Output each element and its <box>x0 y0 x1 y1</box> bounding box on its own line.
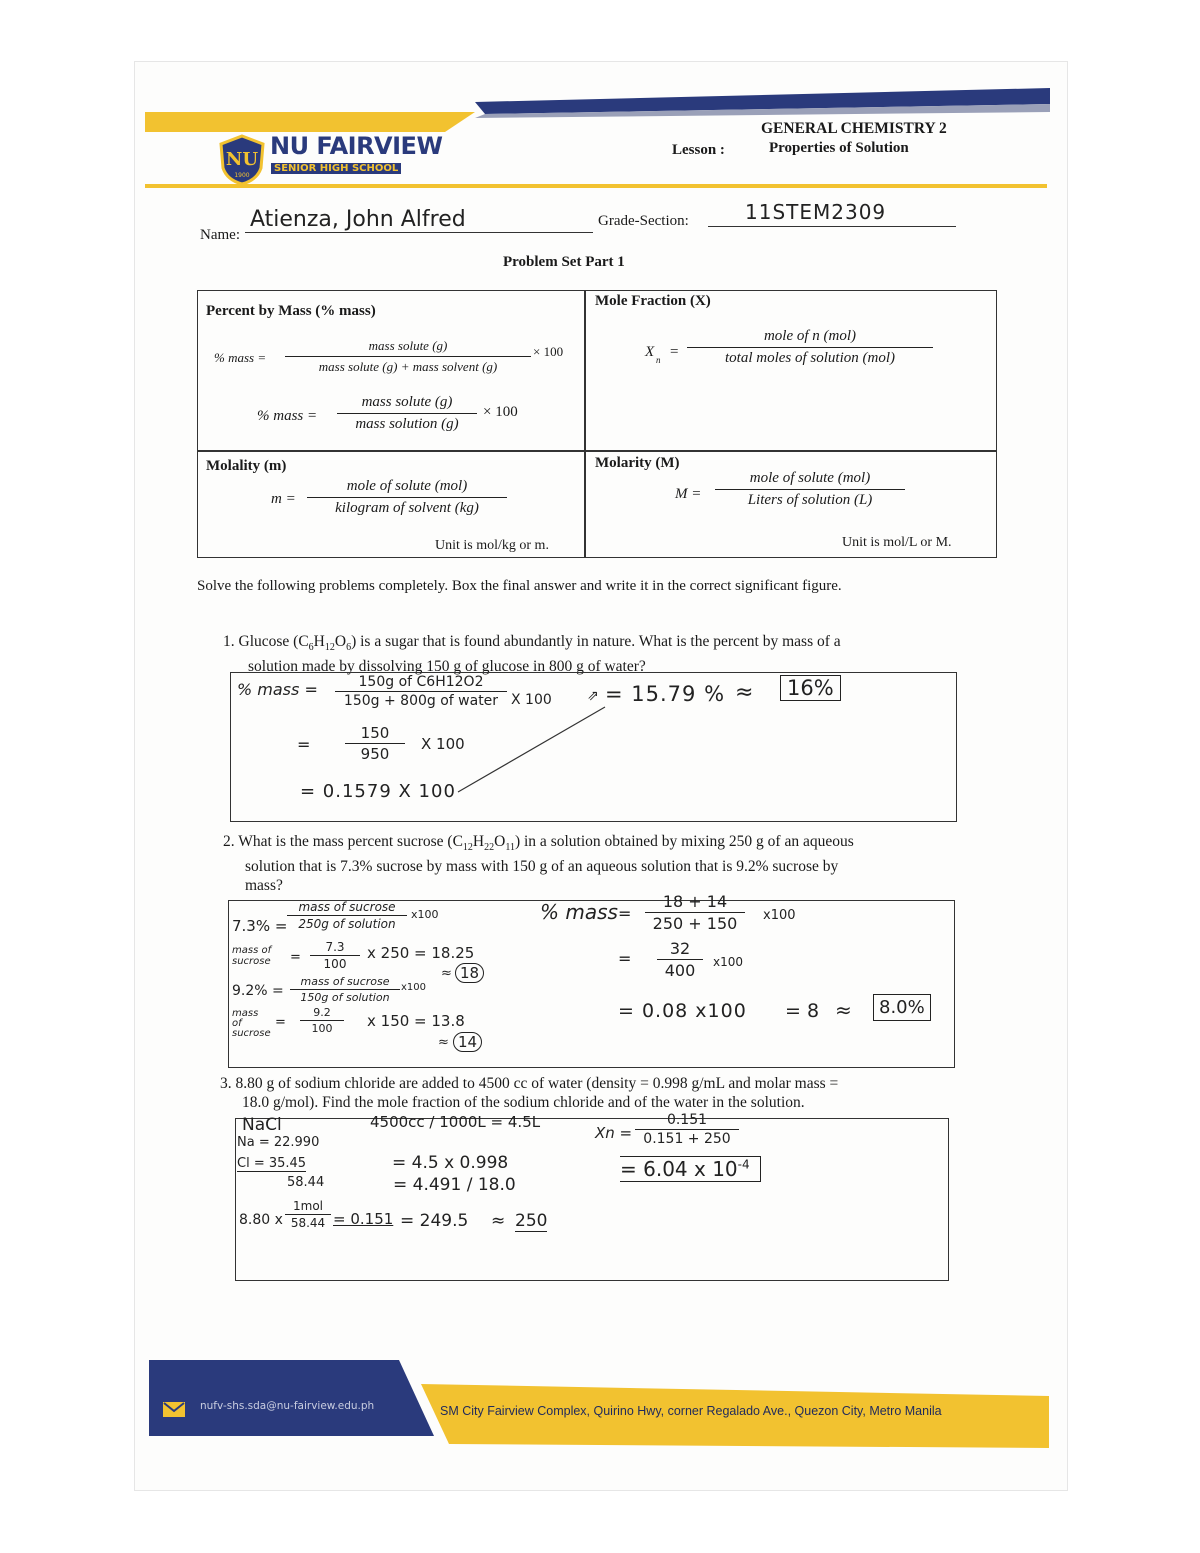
w2-l3-x: x100 <box>401 982 427 993</box>
w2-l4-lhs-a: mass <box>232 1008 259 1019</box>
w2-r-den2: 400 <box>664 961 696 980</box>
name-label: Name: <box>200 227 240 243</box>
w1-eq2: = <box>297 735 311 754</box>
w2-l1-den: 250g of solution <box>298 917 396 931</box>
w2-l2-eq: = <box>290 950 301 965</box>
w3-m-fraction <box>285 1199 331 1230</box>
w3-nacl: NaCl <box>242 1115 282 1135</box>
q2-text-b: ) in a solution obtained by mixing 250 g of an aqueous <box>514 833 854 850</box>
footer-email: nufv-shs.sda@nu-fairview.edu.ph <box>200 1400 375 1412</box>
w3-w2: = 4.491 / 18.0 <box>393 1175 516 1195</box>
w3-m-res: = 0.151 <box>333 1210 394 1228</box>
q2-text-a: What is the mass percent sucrose (C <box>238 833 463 850</box>
ml-lhs: m = <box>271 491 296 507</box>
header-divider <box>145 184 1047 188</box>
school-logo-icon <box>217 134 267 186</box>
q2-line-3: mass? <box>245 877 283 895</box>
question-2 <box>223 832 1003 895</box>
mail-icon <box>163 1402 185 1417</box>
w2-r-den1: 250 + 150 <box>652 914 738 933</box>
w3-w3: = 249.5 <box>400 1211 469 1231</box>
w2-l2-lhs-a: mass of <box>232 945 272 956</box>
w2-l2-num: 7.3 <box>310 940 360 956</box>
ml-den: kilogram of solvent (kg) <box>335 500 479 516</box>
question-3 <box>220 1074 1000 1112</box>
w2-r-eq2: = <box>618 949 632 968</box>
w2-r-fraction-2 <box>657 939 703 980</box>
lesson-title: Properties of Solution <box>769 140 909 156</box>
w2-l4-den: 100 <box>311 1022 333 1035</box>
mf-num: mole of n (mol) <box>687 328 933 348</box>
svg-text:NU: NU <box>225 149 259 170</box>
q2-text-2: H <box>472 833 485 850</box>
q3-number: 3. <box>220 1075 232 1092</box>
q2-sub-3: 11 <box>505 842 515 854</box>
name-value: Atienza, John Alfred <box>250 207 466 232</box>
worksheet-page <box>135 62 1067 1490</box>
w2-r-eq1: = <box>618 904 632 923</box>
name-underline <box>245 232 593 233</box>
school-sub: SENIOR HIGH SCHOOL <box>271 163 401 174</box>
mr-title: Molarity (M) <box>595 455 680 471</box>
w2-r-x2: x100 <box>713 955 744 969</box>
w3-na: Na = 22.990 <box>237 1135 320 1150</box>
w2-l4-lhs-b: of <box>232 1018 242 1029</box>
q2-text-3: O <box>494 833 506 850</box>
grade-value: 11STEM2309 <box>745 200 887 224</box>
mr-fraction <box>715 470 905 509</box>
w2-r-eq3: = 8 <box>785 1000 820 1022</box>
w1-den2: 950 <box>360 745 390 763</box>
pm-title: Percent by Mass (% mass) <box>206 303 376 319</box>
ml-num: mole of solute (mol) <box>307 478 507 498</box>
w2-r-line3: = 0.08 x100 <box>618 1000 747 1022</box>
w2-l2-rest: x 250 = 18.25 <box>367 944 475 962</box>
w3-sum: 58.44 <box>287 1175 325 1190</box>
banner-yellow-stripe <box>145 112 475 132</box>
w2-l2-approx: ≈ <box>441 966 452 981</box>
mr-unit: Unit is mol/L or M. <box>842 535 952 550</box>
q1-line-2: solution made by dissolving 150 g of glucose in 800 g of water? <box>248 658 646 676</box>
pm1-num: mass solute (g) <box>285 338 531 357</box>
q1-sub-3: 6 <box>346 642 352 654</box>
q1-sub-2: 12 <box>324 642 335 654</box>
w2-approx: ≈ <box>835 998 852 1022</box>
w3-m-den: 58.44 <box>290 1216 326 1230</box>
pm1-fraction <box>285 338 531 375</box>
w3-w3-approx: ≈ <box>491 1211 506 1231</box>
w1-lhs: % mass = <box>237 680 318 699</box>
w2-l3-fraction <box>290 975 400 1004</box>
q3-line-1: 8.80 g of sodium chloride are added to 4500 cc of water (density = 0.998 g/mL and molar mass = <box>235 1075 839 1092</box>
w3-xn-den: 0.151 + 250 <box>643 1131 731 1147</box>
w2-l1-num: mass of sucrose <box>287 900 407 916</box>
mf-eq: = <box>670 344 679 360</box>
w1-num2: 150 <box>345 724 405 744</box>
w3-final-text: = 6.04 x 10 <box>620 1157 738 1181</box>
w3-w3-round: 250 <box>515 1211 548 1231</box>
q1-number: 1. <box>223 633 235 650</box>
w1-x100b: X 100 <box>421 735 465 753</box>
lesson-label: Lesson : <box>672 142 725 158</box>
ml-unit: Unit is mol/kg or m. <box>435 538 549 553</box>
w3-m-pre: 8.80 x <box>239 1212 283 1228</box>
pm2-den: mass solution (g) <box>355 416 459 432</box>
w2-l2-den: 100 <box>323 957 347 971</box>
w2-l4-approx: ≈ <box>438 1035 449 1050</box>
w2-l1-lhs: 7.3% = <box>232 917 288 935</box>
q1-sub-1: 6 <box>308 642 314 654</box>
w3-final-answer <box>620 1156 761 1182</box>
problem-set-title: Problem Set Part 1 <box>503 254 625 270</box>
w2-r-x1: x100 <box>763 908 796 923</box>
mf-title: Mole Fraction (X) <box>595 293 711 309</box>
mr-den: Liters of solution (L) <box>747 492 873 508</box>
q2-line-2: solution that is 7.3% sucrose by mass with 150 g of an aqueous solution that is 9.2% sucrose by <box>245 858 839 876</box>
w2-l4-eq: = <box>275 1015 286 1030</box>
q1-text-a: Glucose (C <box>238 633 309 650</box>
w2-r-lhs: % mass <box>540 900 618 924</box>
w1-approx: ≈ <box>735 680 754 705</box>
logo-year: 1900 <box>234 172 250 179</box>
mr-num: mole of solute (mol) <box>715 470 905 490</box>
w1-num: 150g of C6H12O2 <box>335 674 507 692</box>
mr-lhs: M = <box>675 486 702 502</box>
mf-fraction <box>687 328 933 367</box>
w2-r-fraction-1 <box>645 892 745 933</box>
w2-l4-lhs <box>232 1009 271 1039</box>
w3-final-exponent: -4 <box>737 1157 750 1172</box>
footer-address: SM City Fairview Complex, Quirino Hwy, corner Regalado Ave., Quezon City, Metro Manila <box>440 1404 942 1418</box>
w1-den: 150g + 800g of water <box>343 693 499 709</box>
w1-arrow-line <box>455 702 615 802</box>
w2-l1-x: x100 <box>411 908 439 921</box>
pm2-lhs: % mass = <box>257 408 318 424</box>
grade-label: Grade-Section: <box>598 213 689 229</box>
w2-r-num2: 32 <box>657 939 703 960</box>
pm2-times: × 100 <box>483 404 518 420</box>
w3-m-num: 1mol <box>285 1199 331 1215</box>
w1-fraction-2 <box>345 724 405 763</box>
formula-table-vdivider <box>584 290 586 558</box>
w3-xn-lhs: Xn = <box>595 1124 633 1142</box>
w3-xn-fraction <box>635 1112 739 1147</box>
q2-sub-1: 12 <box>462 842 473 854</box>
school-name: NU FAIRVIEW <box>270 132 443 160</box>
pm2-fraction <box>337 394 477 433</box>
w3-w1: = 4.5 x 0.998 <box>392 1153 509 1173</box>
w1-line3: = 0.1579 X 100 <box>300 781 456 802</box>
subject-title: GENERAL CHEMISTRY 2 <box>761 120 947 137</box>
mf-lhs: X <box>645 344 655 360</box>
w2-final-answer: 8.0% <box>873 994 931 1021</box>
w2-l2-lhs-b: sucrose <box>232 956 271 967</box>
q1-text-b: ) is a sugar that is found abundantly in nature. What is the percent by mass of a <box>351 633 841 650</box>
w3-cl: Cl = 35.45 <box>237 1156 307 1171</box>
formula-table-hdivider <box>197 450 997 452</box>
w2-l2-round: 18 <box>455 963 484 983</box>
w3-xn-num: 0.151 <box>635 1112 739 1130</box>
pm1-den: mass solute (g) + mass solvent (g) <box>318 359 498 374</box>
w2-l3-den: 150g of solution <box>300 991 390 1004</box>
ml-title: Molality (m) <box>206 458 287 474</box>
w2-l4-rest: x 150 = 13.8 <box>367 1012 465 1030</box>
w3-conv: 4500cc / 1000L = 4.5L <box>370 1113 541 1131</box>
q2-number: 2. <box>223 833 235 850</box>
w1-arrow-icon: ⇗ <box>587 688 599 704</box>
w1-final-answer: 16% <box>780 675 841 701</box>
w2-l2-fraction <box>310 940 360 971</box>
w2-l3-lhs: 9.2% = <box>232 983 284 999</box>
q1-text-2: H <box>313 633 325 650</box>
ml-fraction <box>307 478 507 517</box>
w2-l3-num: mass of sucrose <box>290 975 400 990</box>
q2-sub-2: 22 <box>484 842 495 854</box>
w2-l1-fraction <box>287 900 407 931</box>
pm2-num: mass solute (g) <box>337 394 477 414</box>
mf-sub: n <box>656 355 661 365</box>
q1-text-3: O <box>334 633 347 650</box>
question-1 <box>223 632 983 676</box>
mf-den: total moles of solution (mol) <box>725 350 895 366</box>
grade-underline <box>708 226 956 227</box>
w2-l4-round: 14 <box>453 1032 482 1052</box>
w2-l4-num: 9.2 <box>300 1006 344 1021</box>
w1-x100a: X 100 <box>511 692 552 708</box>
footer-navy-band <box>149 1360 434 1436</box>
w2-l4-lhs-c: sucrose <box>232 1028 271 1039</box>
w1-result: = 15.79 % <box>605 682 726 706</box>
instructions: Solve the following problems completely. Box the final answer and write it in the correct significant figure. <box>197 578 842 594</box>
q3-line-2: 18.0 g/mol). Find the mole fraction of the sodium chloride and of the water in the solution. <box>242 1094 805 1111</box>
w2-l2-lhs <box>232 945 271 967</box>
pm1-lhs: % mass = <box>214 350 267 365</box>
w2-l4-fraction <box>300 1006 344 1035</box>
w2-r-num1: 18 + 14 <box>645 892 745 913</box>
pm1-times: × 100 <box>533 344 564 359</box>
answer-box-3 <box>235 1118 949 1281</box>
